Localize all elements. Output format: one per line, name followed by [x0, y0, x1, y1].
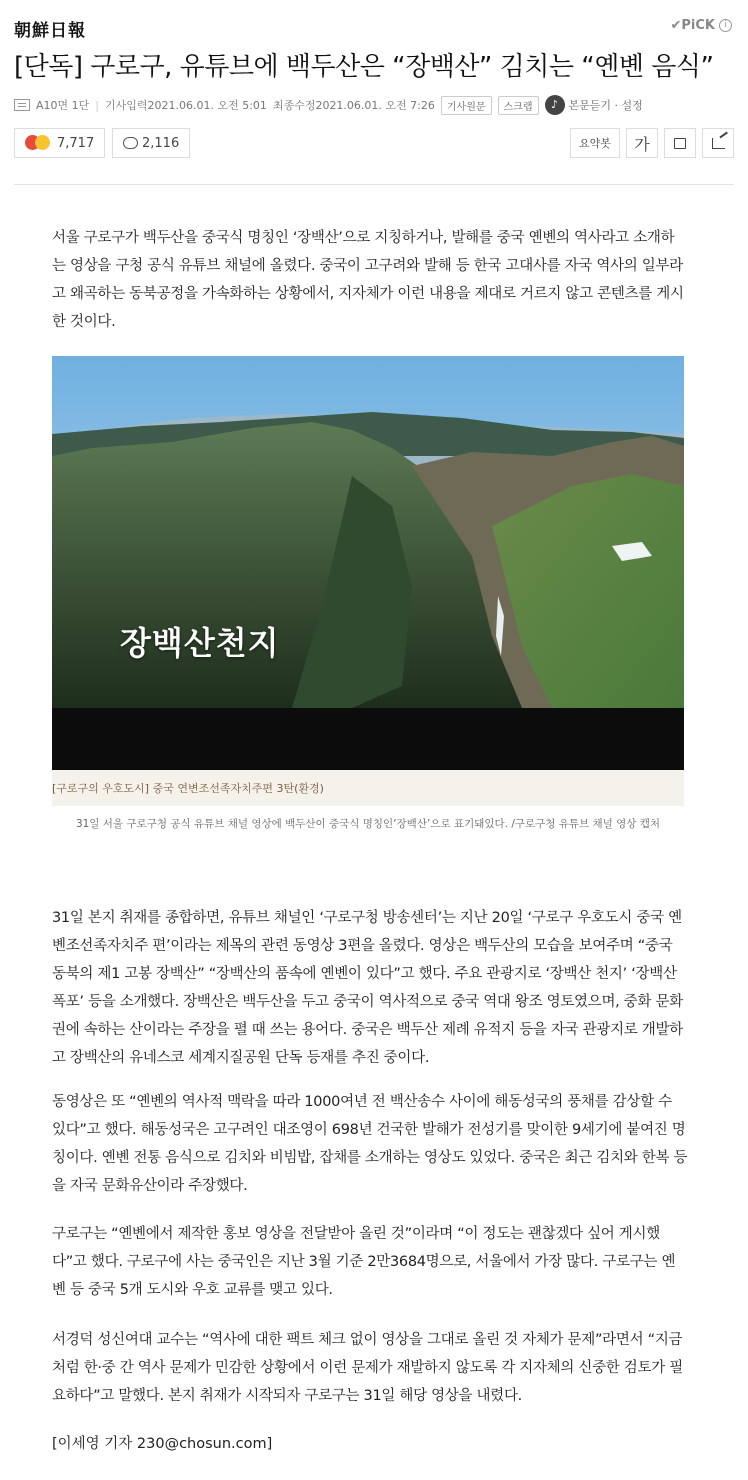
divider — [14, 184, 734, 185]
article-paragraph: 31일 본지 취재를 종합하면, 유튜브 채널인 ‘구로구청 방송센터’는 지난 20일 ‘구로구 우호도시 중국 옌볜조선족자치주 편’이라는 제목의 관련 동영상 3편을 올렸다. 영상은 백두산의 모습을 보여주며 “중국 동북의 제1 고봉 장백산” “장백산의 품속에 옌볜이 있다”고 했다. 주요 관광지로 ‘장백산 천지’ ‘장백산 폭포’ 등을 소개했다. 장백산은 백두산을 두고 중국이 역사적으로 중국 역대 왕조 영토였으며, 중화 문화권에 속하는 산이라는 주장을 펼 때 쓰는 용어다. 중국은 백두산 제례 유적지 등을 자국 관광지로 개발하고 장백산의 유네스코 세계지질공원 단독 등재를 추진 중이다. — [52, 910, 683, 1066]
published-time: 기사입력2021.06.01. 오전 5:01 — [105, 99, 267, 112]
article-title: [단독] 구로구, 유튜브에 백두산은 “장백산” 김치는 “옌볜 음식” — [14, 52, 714, 82]
video-overlay-text: 장백산천지 — [120, 624, 280, 662]
photo-caption: 31일 서울 구로구청 공식 유튜브 채널 영상에 백두산이 중국식 명칭인‘장백산’으로 표기돼있다. /구로구청 유튜브 채널 영상 캡처 — [75, 818, 661, 830]
article-tools — [570, 128, 734, 158]
action-row — [14, 128, 734, 160]
article-paragraph: 서경덕 성신여대 교수는 “역사에 대한 팩트 체크 없이 영상을 그대로 올린 것 자체가 문제”라면서 “지금처럼 한·중 간 역사 문제가 민감한 상황에서 이런 문제가 재발하지 않도록 각 지자체의 신중한 검토가 필요하다”고 말했다. 본지 취재가 시작되자 구로구는 31일 해당 영상을 내렸다. — [52, 1332, 683, 1404]
listen-label: 본문듣기 · 설정 — [568, 99, 643, 112]
article-paragraph: 서울 구로구가 백두산을 중국식 명칭인 ‘장백산’으로 지칭하거나, 발해를 중국 옌볜의 역사라고 소개하는 영상을 구청 공식 유튜브 채널에 올렸다. 중국이 고구려와 발해 등 한국 고대사를 자국 역사의 일부라고 왜곡하는 동북공정을 가속화하는 상황에서, 지자체가 이런 내용을 제대로 거르지 않고 콘텐츠를 게시한 것이다. — [52, 230, 684, 330]
summary-bot-button[interactable]: 요약봇 — [570, 128, 620, 158]
pick-label: ✔PiCK — [670, 18, 715, 33]
modified-time: 최종수정2021.06.01. 오전 7:26 — [272, 99, 435, 112]
comment-count: 2,116 — [142, 135, 180, 151]
article-paragraph: 동영상은 또 “옌볜의 역사적 맥락을 따라 1000여년 전 백산송수 사이에 해동성국의 풍채를 감상할 수 있다”고 했다. 해동성국은 고구려인 대조영이 698년 건국한 발해가 전성기를 맞이한 9세기에 붙여진 명칭이다. 옌볜 전통 음식으로 김치와 비빔밥, 잡채를 소개하는 영상도 있었다. 중국은 최근 김치와 한복 등을 자국 문화유산이라 주장했다. — [52, 1094, 688, 1194]
original-article-button[interactable]: 기사원문 — [441, 96, 492, 115]
section-info: A10면 1단 — [36, 99, 90, 112]
video-subtitle: [구로구의 우호도시] 중국 연변조선족자치주편 3탄(환경) — [52, 782, 324, 795]
share-button[interactable] — [702, 128, 734, 158]
listen-button[interactable] — [545, 95, 643, 115]
print-button[interactable] — [664, 128, 696, 158]
mountain-landscape-image — [52, 356, 684, 770]
comment-bubble-icon — [123, 137, 138, 149]
article-meta: A10면 1단 | 기사입력2021.06.01. 오전 5:01 최종수정2021.06.01. 오전 7:26 기사원문 스크랩 ♪ 본문듣기 · 설정 — [14, 94, 734, 116]
speaker-icon: ♪ — [545, 95, 565, 115]
top-bar — [14, 14, 734, 40]
reaction-emoji-icon — [25, 135, 51, 151]
reaction-count: 7,717 — [57, 135, 95, 151]
print-icon — [674, 138, 686, 149]
byline: [이세영 기자 230@chosun.com] — [52, 1436, 273, 1452]
article-paragraph: 구로구는 “옌볜에서 제작한 홍보 영상을 전달받아 올린 것”이라며 “이 정도는 괜찮겠다 싶어 게시했다”고 했다. 구로구에 사는 중국인은 지난 3월 기준 2만3684명으로, 서울에서 가장 많다. 구로구는 옌볜 등 중국 5개 도시와 우호 교류를 맺고 있다. — [52, 1226, 676, 1298]
comment-button[interactable] — [112, 128, 190, 158]
pick-badge[interactable] — [671, 18, 733, 33]
article-photo[interactable] — [52, 356, 684, 770]
share-icon — [712, 138, 725, 149]
video-subtitle-bar — [52, 770, 684, 806]
font-size-button[interactable]: 가 — [626, 128, 658, 158]
brand-logo[interactable]: 朝鮮日報 — [14, 21, 86, 41]
scrap-button[interactable]: 스크랩 — [498, 96, 539, 115]
reaction-button[interactable] — [14, 128, 105, 158]
newspaper-icon — [14, 99, 30, 111]
info-icon[interactable]: i — [719, 19, 732, 32]
